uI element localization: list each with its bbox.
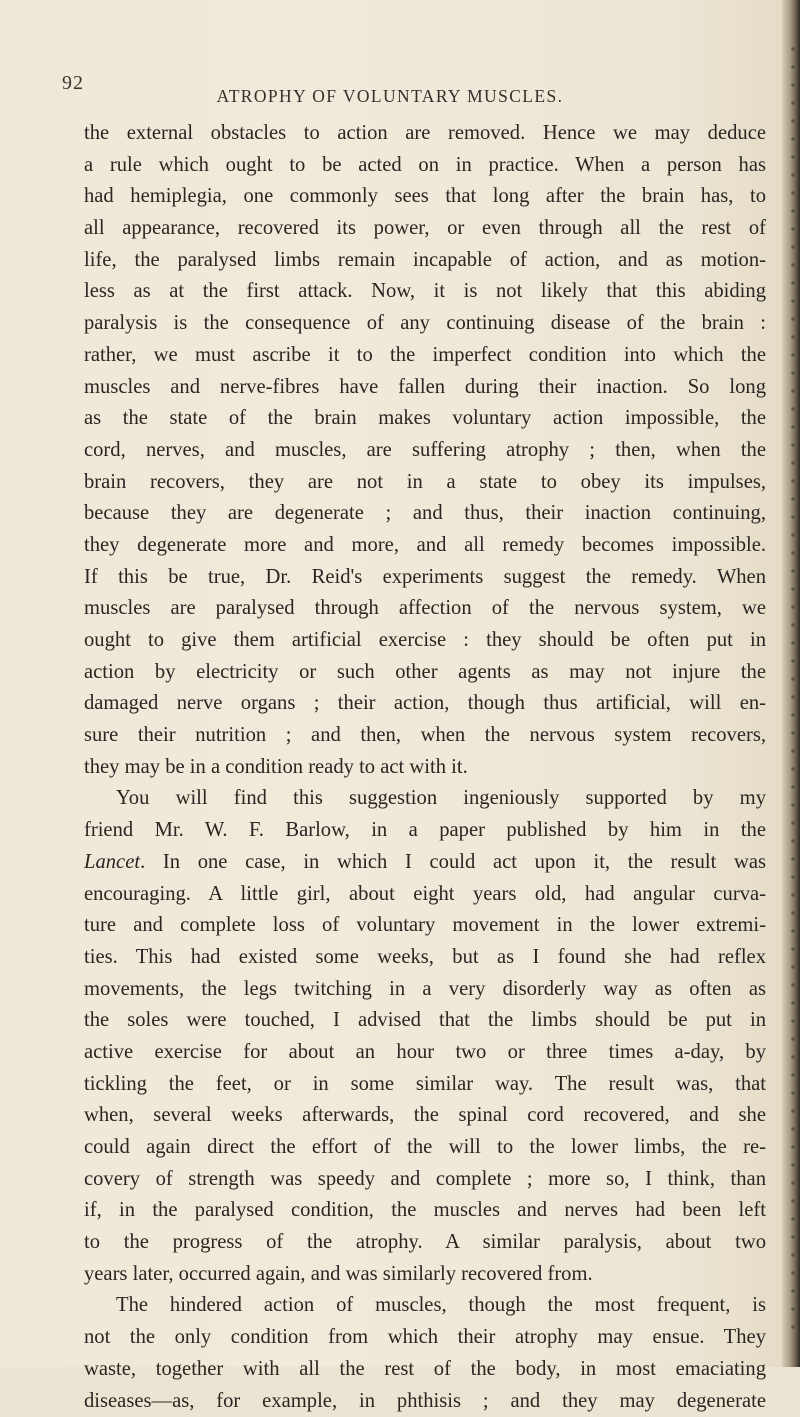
text-line: because they are degenerate ; and thus, their inaction continuing, <box>84 498 766 530</box>
page-edge <box>782 0 800 1367</box>
text-line: friend Mr. W. F. Barlow, in a paper published by him in the <box>84 815 766 847</box>
text-line: ought to give them artificial exercise : they should be often put in <box>84 625 766 657</box>
text-line: tickling the feet, or in some similar way. The result was, that <box>84 1069 766 1101</box>
text-line: covery of strength was speedy and complete ; more so, I think, than <box>84 1164 766 1196</box>
text-line: action by electricity or such other agents as may not injure the <box>84 657 766 689</box>
page-number: 92 <box>62 72 84 95</box>
text-line: had hemiplegia, one commonly sees that long after the brain has, to <box>84 181 766 213</box>
text-line: not the only condition from which their atrophy may ensue. They <box>84 1322 766 1354</box>
text-line: waste, together with all the rest of the body, in most emaciating <box>84 1354 766 1386</box>
text-line: Lancet. In one case, in which I could act upon it, the result was <box>84 847 766 879</box>
body-text <box>84 118 766 1417</box>
text-line: active exercise for about an hour two or three times a-day, by <box>84 1037 766 1069</box>
text-line: if, in the paralysed condition, the muscles and nerves had been left <box>84 1195 766 1227</box>
text-line: movements, the legs twitching in a very disorderly way as often as <box>84 974 766 1006</box>
text-line: ture and complete loss of voluntary movement in the lower extremi- <box>84 910 766 942</box>
text-line: encouraging. A little girl, about eight years old, had angular curva- <box>84 879 766 911</box>
text-line: could again direct the effort of the will to the lower limbs, the re- <box>84 1132 766 1164</box>
text-line: less as at the first attack. Now, it is not likely that this abiding <box>84 276 766 308</box>
text-line: years later, occurred again, and was similarly recovered from. <box>84 1259 766 1291</box>
text-line: muscles are paralysed through affection of the nervous system, we <box>84 593 766 625</box>
text-line: damaged nerve organs ; their action, though thus artificial, will en- <box>84 688 766 720</box>
text-line: all appearance, recovered its power, or even through all the rest of <box>84 213 766 245</box>
text-line: the soles were touched, I advised that the limbs should be put in <box>84 1005 766 1037</box>
text-line: If this be true, Dr. Reid's experiments suggest the remedy. When <box>84 562 766 594</box>
text-line: as the state of the brain makes voluntary action impossible, the <box>84 403 766 435</box>
text-line: paralysis is the consequence of any continuing disease of the brain : <box>84 308 766 340</box>
text-line: they degenerate more and more, and all remedy becomes impossible. <box>84 530 766 562</box>
text-line: muscles and nerve-fibres have fallen during their inaction. So long <box>84 372 766 404</box>
text-line: a rule which ought to be acted on in practice. When a person has <box>84 150 766 182</box>
text-line: diseases—as, for example, in phthisis ; and they may degenerate <box>84 1386 766 1417</box>
text-line: when, several weeks afterwards, the spinal cord recovered, and she <box>84 1100 766 1132</box>
text-line: rather, we must ascribe it to the imperfect condition into which the <box>84 340 766 372</box>
running-head <box>0 86 800 107</box>
text-line: The hindered action of muscles, though the most frequent, is <box>84 1290 766 1322</box>
text-line: You will find this suggestion ingeniously supported by my <box>84 783 766 815</box>
running-head-text: ATROPHY OF VOLUNTARY MUSCLES. <box>217 86 564 106</box>
page-edge-texture <box>788 40 798 1340</box>
text-line: they may be in a condition ready to act with it. <box>84 752 766 784</box>
text-line: ties. This had existed some weeks, but as I found she had reflex <box>84 942 766 974</box>
text-line: to the progress of the atrophy. A similar paralysis, about two <box>84 1227 766 1259</box>
text-line: the external obstacles to action are removed. Hence we may deduce <box>84 118 766 150</box>
text-line: sure their nutrition ; and then, when the nervous system recovers, <box>84 720 766 752</box>
text-line: cord, nerves, and muscles, are suffering atrophy ; then, when the <box>84 435 766 467</box>
text-line: brain recovers, they are not in a state to obey its impulses, <box>84 467 766 499</box>
journal-title: Lancet <box>84 851 140 873</box>
text-line: life, the paralysed limbs remain incapable of action, and as motion- <box>84 245 766 277</box>
